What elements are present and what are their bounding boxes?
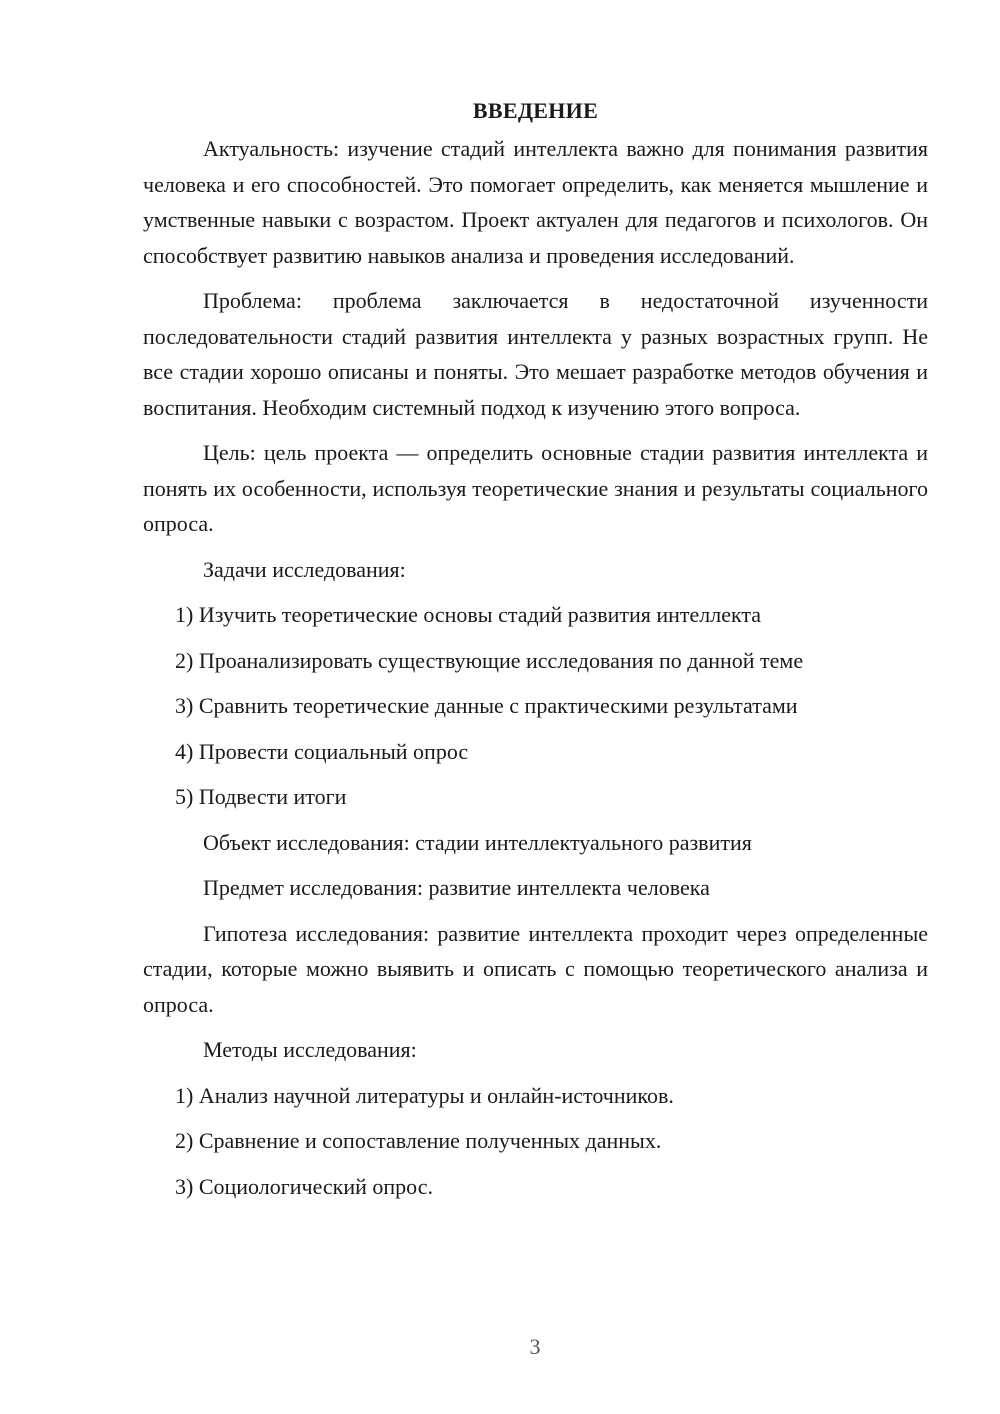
task-item: 1) Изучить теоретические основы стадий развития интеллекта xyxy=(175,602,762,627)
research-object: Объект исследования: стадии интеллектуального развития xyxy=(203,829,752,855)
hypothesis-paragraph: Гипотеза исследования: развитие интеллекта проходит через определенные стадии, которые можно выявить и описать с помощью теоретического анализа и опроса. xyxy=(143,920,928,1017)
method-item: 2) Сравнение и сопоставление полученных данных. xyxy=(175,1128,662,1153)
page-number: 3 xyxy=(529,1334,541,1359)
task-item: 2) Проанализировать существующие исследования по данной теме xyxy=(175,647,804,673)
method-item: 1) Анализ научной литературы и онлайн-источников. xyxy=(175,1082,674,1108)
page-title: ВВЕДЕНИЕ xyxy=(472,98,599,123)
task-item: 3) Сравнить теоретические данные с практическими результатами xyxy=(175,693,798,718)
tasks-heading: Задачи исследования: xyxy=(203,556,406,582)
goal-paragraph: Цель: цель проекта — определить основные стадии развития интеллекта и понять их особенности, используя теоретические знания и результаты социального опроса. xyxy=(143,440,928,536)
research-subject: Предмет исследования: развитие интеллекта человека xyxy=(203,875,710,900)
methods-heading: Методы исследования: xyxy=(203,1037,417,1062)
relevance-paragraph: Актуальность: изучение стадий интеллекта важно для понимания развития человека и его способностей. Это помогает определить, как меняется мышление и умственные навыки с возрастом. Проект актуален для педагогов и психологов. Он способствует развитию навыков анализа и проведения исследований. xyxy=(143,136,928,268)
task-item: 4) Провести социальный опрос xyxy=(175,738,469,764)
method-item: 3) Социологический опрос. xyxy=(175,1173,433,1199)
document-page xyxy=(143,90,928,1214)
task-item: 5) Подвести итоги xyxy=(175,784,347,809)
problem-paragraph: Проблема: проблема заключается в недостаточной изученности последовательности стадий развития интеллекта у разных возрастных групп. Не все стадии хорошо описаны и поняты. Это мешает разработке методов обучения и воспитания. Необходим системный подход к изучению этого вопроса. xyxy=(143,288,928,420)
